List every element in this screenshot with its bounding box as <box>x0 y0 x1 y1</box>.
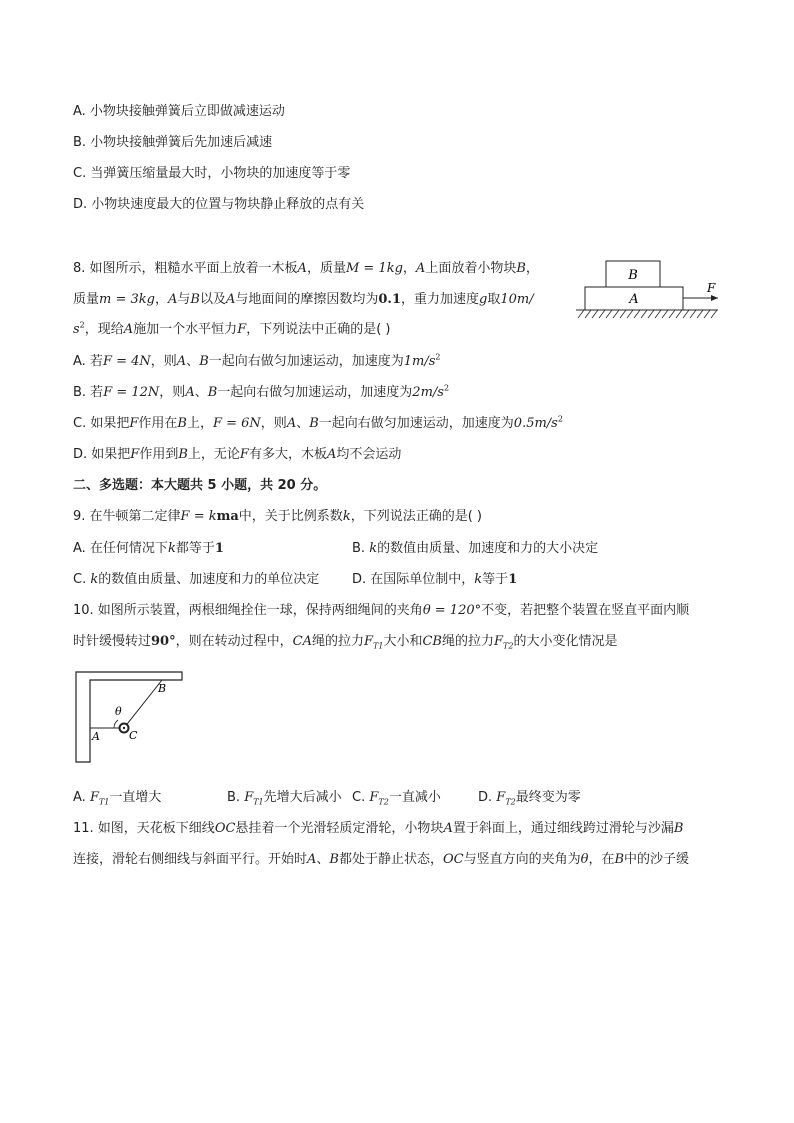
q8-stem-line2: 质量m = 3kg，A与B以及A与地面间的摩擦因数均为0.1，重力加速度g取10m/ <box>73 292 534 307</box>
angle-arc <box>114 720 118 728</box>
q10-string-ball-figure <box>70 668 188 768</box>
q8-option-a: A. 若F = 4N，则A、B一起向右做匀加速运动，加速度为$1m/s^2$ <box>73 352 441 369</box>
q9-stem: 9. 在牛顿第二定律F = kma中，关于比例系数k，下列说法正确的是( ) <box>73 509 482 524</box>
q10-option-a: A. $F_{T1}$一直增大 <box>73 790 162 807</box>
q9-option-c: C. k的数值由质量、加速度和力的单位决定 <box>73 572 320 587</box>
label-c: C <box>129 729 138 742</box>
q8-stem-line1: 8. 如图所示，粗糙水平面上放着一木板A，质量M = 1kg，A上面放着小物块B， <box>73 261 539 276</box>
q10-stem-line1: 10. 如图所示装置，两根细绳拴住一球，保持两细绳间的夹角θ = 120°不变，若把整个装置在竖直平面内顺 <box>73 603 690 618</box>
label-b: B <box>628 268 638 283</box>
force-arrowhead <box>711 295 718 301</box>
q8-stem-line3: $s^2$，现给A施加一个水平恒力F，下列说法中正确的是( ) <box>73 320 391 337</box>
label-a: A <box>629 292 639 307</box>
q9-option-d: D. 在国际单位制中，k等于1 <box>352 572 518 587</box>
q7-option-b: B. 小物块接触弹簧后先加速后减速 <box>73 135 273 150</box>
q8-blocks-figure <box>570 255 730 327</box>
q11-stem-line2: 连接，滑轮右侧细线与斜面平行。开始时A、B都处于静止状态，OC与竖直方向的夹角为θ，在B中的沙子缓 <box>73 852 690 867</box>
label-a: A <box>92 730 100 743</box>
label-theta: θ <box>115 705 122 718</box>
q11-stem-line1: 11. 如图，天花板下细线OC悬挂着一个光滑轻质定滑轮，小物块A置于斜面上，通过细线跨过滑轮与沙漏B <box>73 821 684 836</box>
string-cb <box>124 680 162 728</box>
section-header: 二、多选题：本大题共 5 小题，共 20 分。 <box>73 478 327 493</box>
q10-option-b: B. $F_{T1}$先增大后减小 <box>227 790 342 807</box>
q8-option-c: C. 如果把F作用在B上，F = 6N，则A、B一起向右做匀加速运动，加速度为$0.5m/s^2$ <box>73 414 563 431</box>
q10-option-c: C. $F_{T2}$一直减小 <box>352 790 441 807</box>
label-b: B <box>158 682 167 695</box>
q10-stem-line2: 时针缓慢转过90°，则在转动过程中，CA绳的拉力$F_{T1}$大小和CB绳的拉力$F_{T2}$的大小变化情况是 <box>73 634 618 651</box>
q10-option-d: D. $F_{T2}$最终变为零 <box>478 790 581 807</box>
q9-option-a: A. 在任何情况下k都等于1 <box>73 541 224 556</box>
q7-option-a: A. 小物块接触弹簧后立即做减速运动 <box>73 104 285 119</box>
label-f: F <box>707 281 716 295</box>
ball-center <box>123 727 125 729</box>
q9-option-b: B. k的数值由质量、加速度和力的大小决定 <box>352 541 599 556</box>
q8-option-b: B. 若F = 12N，则A、B一起向右做匀加速运动，加速度为$2m/s^2$ <box>73 383 450 400</box>
q7-option-c: C. 当弹簧压缩量最大时，小物块的加速度等于零 <box>73 166 351 181</box>
frame-outer <box>76 672 182 762</box>
q8-option-d: D. 如果把F作用到B上，无论F有多大，木板A均不会运动 <box>73 447 402 462</box>
ground-hatch <box>578 310 717 318</box>
q7-option-d: D. 小物块速度最大的位置与物块静止释放的点有关 <box>73 197 365 212</box>
